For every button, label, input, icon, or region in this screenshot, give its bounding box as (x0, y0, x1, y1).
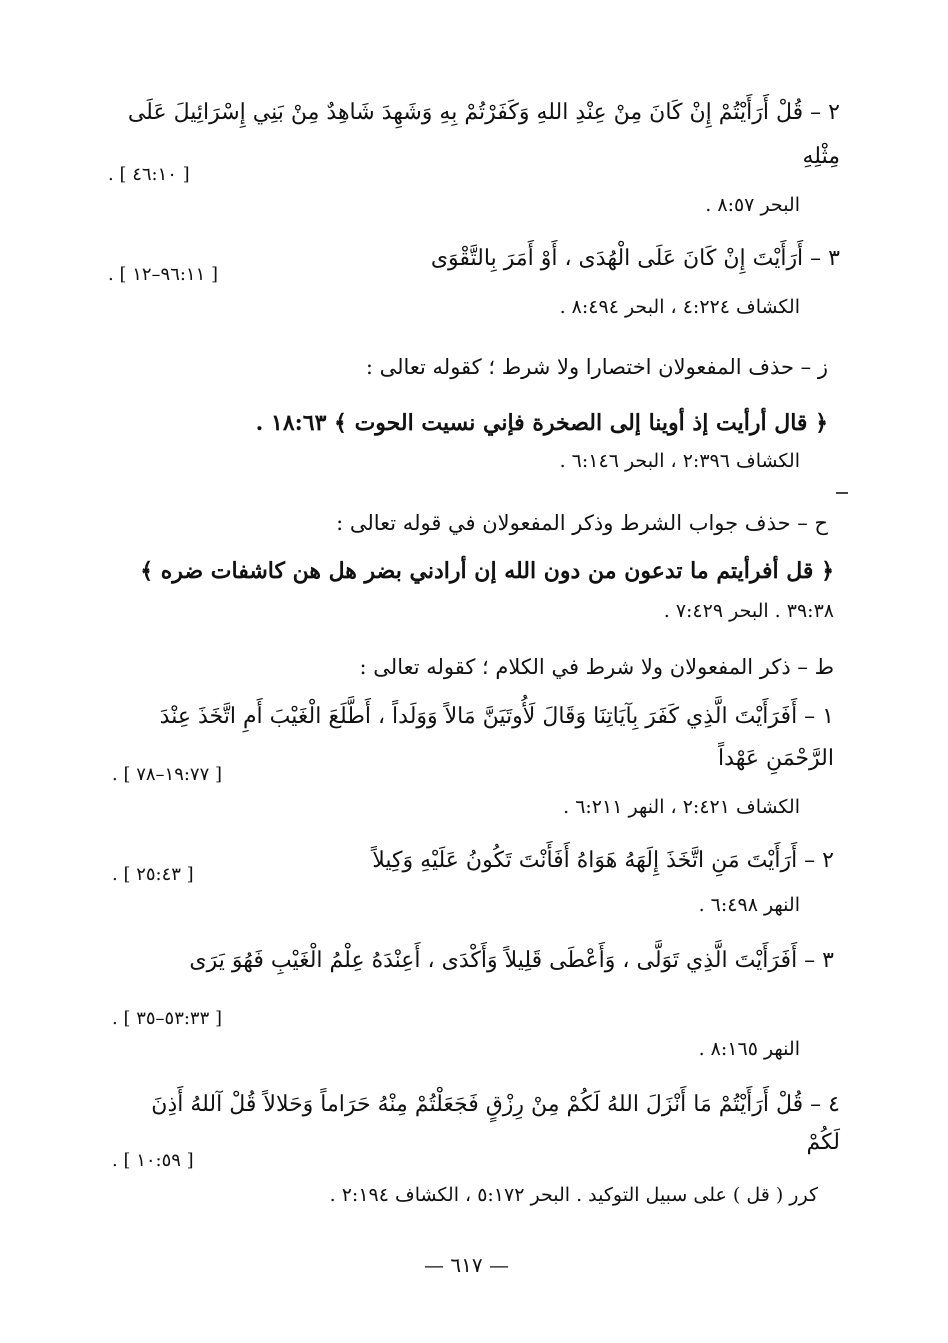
section-heading: ط – ذكر المفعولان ولا شرط في الكلام ؛ كقوله تعالى : (359, 655, 834, 679)
verse-line: مِثْلِهِ (802, 144, 840, 169)
source-citation: الكشاف ٢:٤٢١ ، النهر ٦:٢١١ . (563, 796, 800, 818)
verse-reference: [ ٢٥:٤٣ ] . (112, 864, 194, 885)
verse-line: ٣ – أَفَرَأَيْتَ الَّذِي تَوَلَّى ، وَأَعْطَى قَلِيلاً وَأَكْدَى ، أَعِنْدَهُ عِلْمُ الْغَيْبِ فَهُوَ يَرَى (189, 948, 834, 973)
verse-line: لَكُمْ (806, 1130, 840, 1155)
quran-quote: ﴿ قل أفرأيتم ما تدعون من دون الله إن أرادني بضر هل هن كاشفات ضره ﴾ (140, 558, 834, 584)
verse-line: ١ – أَفَرَأَيْتَ الَّذِي كَفَرَ بِآيَاتِنَا وَقَالَ لَأُوتَيَنَّ مَالاً وَوَلَداً ، أَطَّلَعَ الْغَيْبَ أَمِ اتَّخَذَ عِنْدَ (159, 704, 834, 729)
verse-line: ٢ – أَرَأَيْتَ مَنِ اتَّخَذَ إِلَهَهُ هَوَاهُ أَفَأَنْتَ تَكُونُ عَلَيْهِ وَكِيلاً (372, 848, 834, 873)
quran-quote: ﴿ قال أرأيت إذ أوينا إلى الصخرة فإني نسيت الحوت ﴾ ١٨:٦٣ . (255, 410, 828, 436)
section-heading: ح – حذف جواب الشرط وذكر المفعولان في قوله تعالى : (336, 511, 828, 535)
section-heading: ز – حذف المفعولان اختصارا ولا شرط ؛ كقوله تعالى : (365, 355, 828, 379)
page-number: — ٦١٧ — (424, 1253, 509, 1277)
verse-reference: [ ١٠:٥٩ ] . (112, 1150, 194, 1171)
verse-reference: [ ١٩:٧٧–٧٨ ] . (112, 764, 223, 785)
margin-mark (836, 492, 848, 494)
verse-line: الرَّحْمَنِ عَهْداً (718, 746, 834, 771)
verse-reference: [ ٩٦:١١–١٢ ] . (108, 264, 219, 285)
verse-reference: [ ٤٦:١٠ ] . (108, 164, 190, 185)
source-citation: ٣٩:٣٨ . البحر ٧:٤٢٩ . (663, 600, 834, 622)
source-citation: كرر ( قل ) على سبيل التوكيد . البحر ٥:١٧٢ ، الكشاف ٢:١٩٤ . (329, 1184, 818, 1206)
verse-line: ٤ – قُلْ أَرَأَيْتُمْ مَا أَنْزَلَ اللهُ لَكُمْ مِنْ رِزْقٍ فَجَعَلْتُمْ مِنْهُ حَرَاماً وَحَلالاً قُلْ آللهُ أَذِنَ (151, 1092, 840, 1117)
source-citation: النهر ٨:١٦٥ . (698, 1038, 800, 1060)
verse-line: ٣ – أَرَأَيْتَ إِنْ كَانَ عَلَى الْهُدَى ، أَوْ أَمَرَ بِالتَّقْوَى (430, 246, 840, 271)
source-citation: الكشاف ٤:٢٢٤ ، البحر ٨:٤٩٤ . (559, 296, 800, 318)
verse-reference: [ ٥٣:٣٣–٣٥ ] . (112, 1008, 223, 1029)
verse-line: ٢ – قُلْ أَرَأَيْتُمْ إِنْ كَانَ مِنْ عِنْدِ اللهِ وَكَفَرْتُمْ بِهِ وَشَهِدَ شَاهِدٌ مِنْ بَنِي إِسْرَائِيلَ عَلَى (127, 100, 840, 125)
source-citation: النهر ٦:٤٩٨ . (698, 894, 800, 916)
source-citation: البحر ٨:٥٧ . (705, 194, 800, 216)
source-citation: الكشاف ٢:٣٩٦ ، البحر ٦:١٤٦ . (559, 450, 800, 472)
